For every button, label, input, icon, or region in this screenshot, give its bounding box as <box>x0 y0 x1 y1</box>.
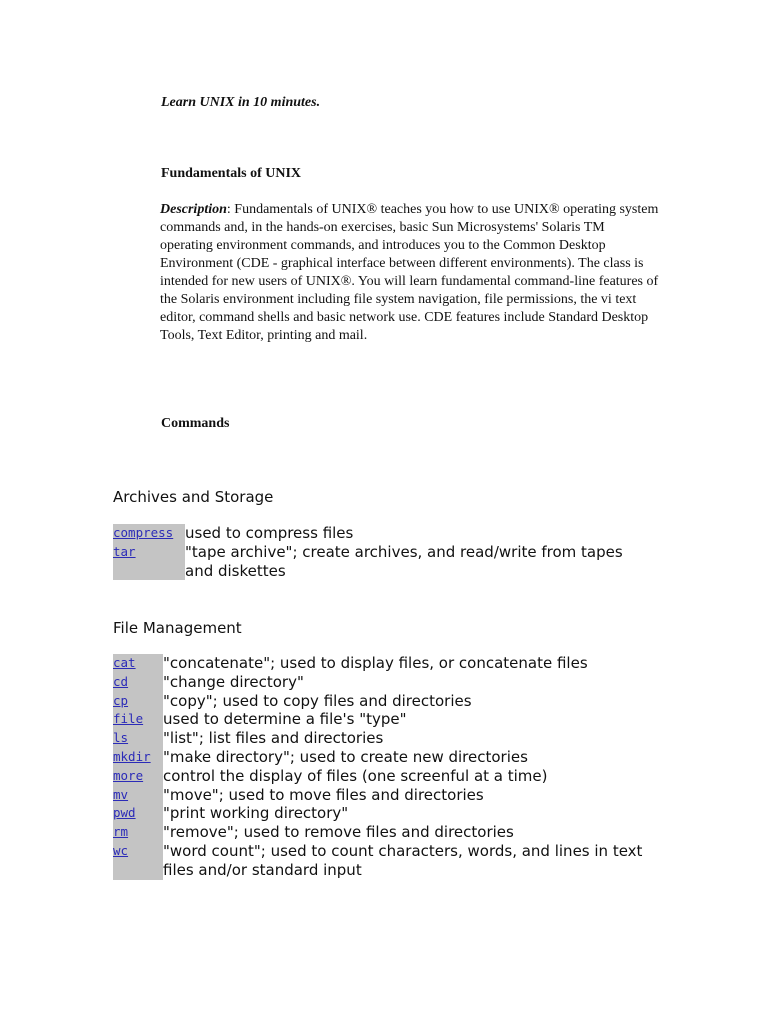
table-row <box>113 543 645 581</box>
commands-heading: Commands <box>161 416 230 431</box>
command-cell <box>113 786 163 805</box>
table-row <box>113 823 663 842</box>
command-link-cat[interactable]: cat <box>113 655 136 670</box>
command-description: "copy"; used to copy files and directories <box>163 691 472 710</box>
command-description: "tape archive"; create archives, and read/write from tapes and diskettes <box>185 542 623 580</box>
archives-heading: Archives and Storage <box>113 488 274 506</box>
table-row <box>113 729 663 748</box>
command-cell <box>113 729 163 748</box>
command-link-mkdir[interactable]: mkdir <box>113 748 151 764</box>
table-row <box>113 842 663 880</box>
command-cell <box>113 767 163 786</box>
command-description: "make directory"; used to create new directories <box>163 747 528 766</box>
command-link-pwd[interactable]: pwd <box>113 805 136 821</box>
command-description: used to compress files <box>185 524 354 542</box>
command-description: "remove"; used to remove files and directories <box>163 823 514 842</box>
command-cell <box>113 748 163 767</box>
command-cell <box>113 710 163 729</box>
description-label: Description <box>160 202 227 217</box>
command-cell <box>113 823 163 842</box>
course-description <box>160 201 660 345</box>
command-cell <box>113 543 185 581</box>
file-management-heading: File Management <box>113 619 242 637</box>
command-description: "concatenate"; used to display files, or concatenate files <box>163 654 588 672</box>
command-description: "list"; list files and directories <box>163 729 384 748</box>
command-link-rm[interactable]: rm <box>113 824 129 840</box>
command-link-ls[interactable]: ls <box>113 730 129 746</box>
command-cell <box>113 692 163 711</box>
command-description: "move"; used to move files and directories <box>163 785 484 804</box>
fundamentals-heading: Fundamentals of UNIX <box>161 166 302 181</box>
archives-command-table <box>113 524 645 580</box>
command-link-cp[interactable]: cp <box>113 692 129 708</box>
table-row <box>113 786 663 805</box>
command-cell <box>113 804 163 823</box>
file-management-command-table <box>113 654 663 880</box>
description-text: : Fundamentals of UNIX® teaches you how to use UNIX® operating system commands and, in the hands-on exercises, basic Sun Microsystems' Solaris TM operating environment commands, and introduces you to the Common Desktop Environment (CDE - graphical interface between different environments). The class is intended for new users of UNIX®. You will learn fundamental command-line features of the Solaris environment including file system navigation, file permissions, the vi text editor, command shells and basic network use. CDE features include Standard Desktop Tools, Text Editor, printing and mail. <box>160 202 659 343</box>
command-link-cd[interactable]: cd <box>113 673 129 689</box>
table-row <box>113 767 663 786</box>
intro-title: Learn UNIX in 10 minutes. <box>161 95 321 110</box>
command-link-tar[interactable]: tar <box>113 543 136 559</box>
command-description: "word count"; used to count characters, words, and lines in text files and/or standard input <box>163 841 643 879</box>
command-description: "print working directory" <box>163 804 349 823</box>
command-link-more[interactable]: more <box>113 767 144 783</box>
command-cell <box>113 842 163 880</box>
command-cell <box>113 673 163 692</box>
command-description: "change directory" <box>163 672 304 691</box>
table-row <box>113 804 663 823</box>
command-link-mv[interactable]: mv <box>113 786 129 802</box>
command-link-file[interactable]: file <box>113 711 144 727</box>
command-cell <box>113 524 185 543</box>
table-row <box>113 748 663 767</box>
table-row <box>113 692 663 711</box>
table-row <box>113 673 663 692</box>
command-description: used to determine a file's "type" <box>163 710 407 729</box>
command-cell <box>113 654 163 673</box>
command-link-compress[interactable]: compress <box>113 525 174 540</box>
command-link-wc[interactable]: wc <box>113 842 129 858</box>
table-row <box>113 654 663 673</box>
command-description: control the display of files (one screenful at a time) <box>163 766 548 785</box>
table-row <box>113 710 663 729</box>
table-row <box>113 524 645 543</box>
